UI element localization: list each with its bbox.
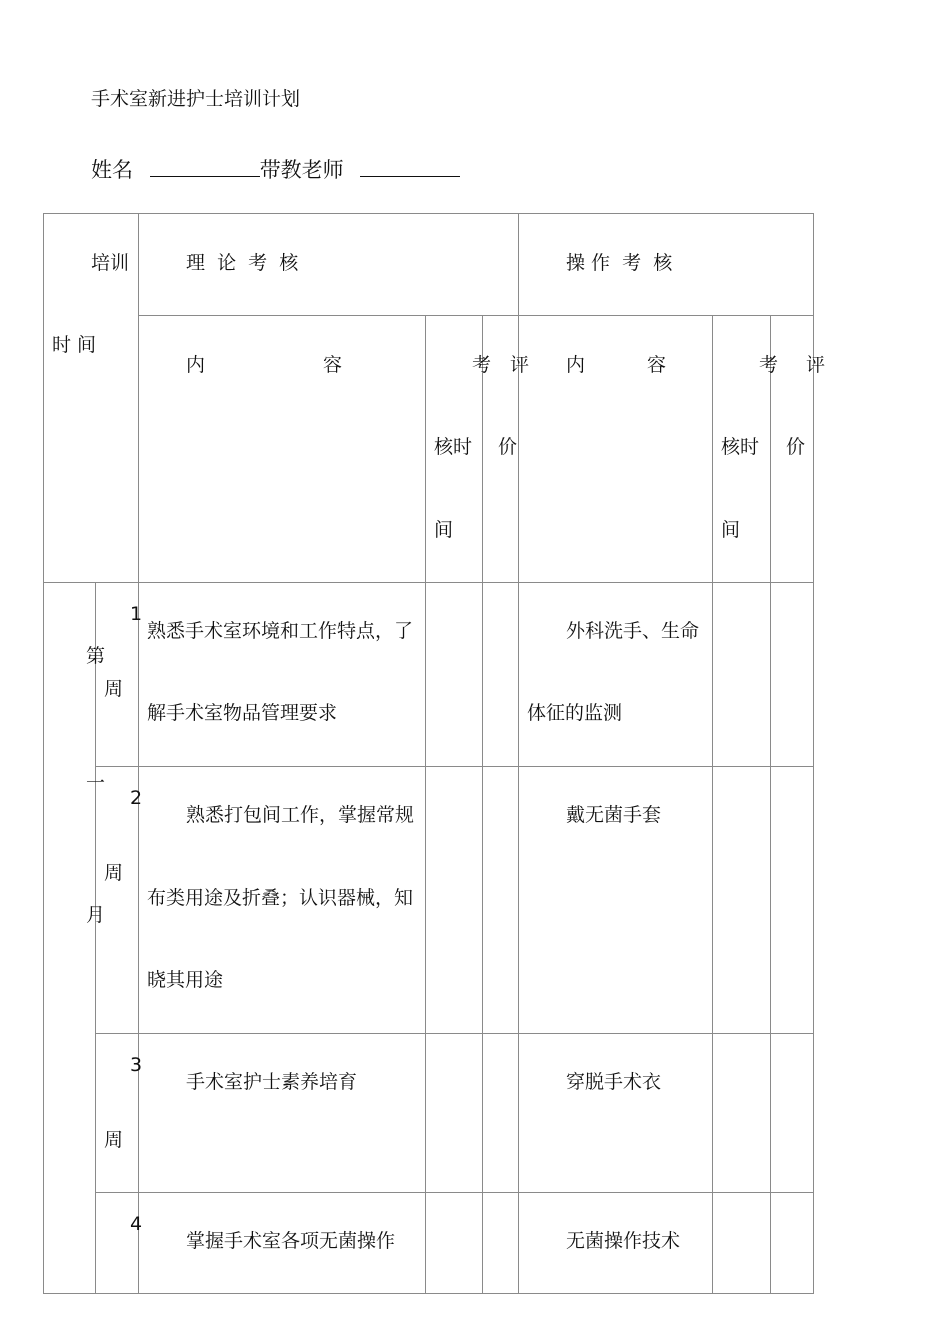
theory-content-line: 解手术室物品管理要求 bbox=[147, 702, 338, 724]
week-number: 1 bbox=[130, 603, 143, 625]
practice-content-line: 穿脱手术衣 bbox=[566, 1071, 662, 1093]
teacher-label: 带教老师 bbox=[259, 158, 344, 182]
name-teacher-line bbox=[91, 154, 460, 184]
grid-line bbox=[712, 315, 713, 1294]
practice-content-line: 无菌操作技术 bbox=[566, 1230, 681, 1252]
theory-content-header-b: 容 bbox=[323, 354, 343, 376]
practice-content-header-a: 内 bbox=[566, 354, 586, 376]
week-label: 周 bbox=[104, 862, 124, 884]
practice-jian-label: 间 bbox=[721, 519, 741, 541]
theory-content-line: 手术室护士素养培育 bbox=[186, 1071, 358, 1093]
theory-header: 理 论 考 核 bbox=[186, 252, 299, 274]
theory-jia-label: 价 bbox=[498, 436, 518, 458]
practice-header: 操 作 考 核 bbox=[566, 252, 673, 274]
week-label: 周 bbox=[104, 678, 124, 700]
theory-ping-label: 评 bbox=[510, 354, 530, 376]
teacher-blank[interactable] bbox=[360, 154, 460, 177]
week-number: 3 bbox=[130, 1054, 143, 1076]
theory-jian-label: 间 bbox=[434, 519, 454, 541]
grid-line bbox=[43, 213, 44, 1294]
practice-content-line: 体征的监测 bbox=[527, 702, 623, 724]
theory-content-line: 布类用途及折叠；认识器械，知 bbox=[147, 887, 414, 909]
theory-content-header-a: 内 bbox=[186, 354, 206, 376]
grid-line bbox=[43, 582, 814, 583]
grid-line bbox=[425, 315, 426, 1294]
month-label-c: 月 bbox=[86, 904, 106, 926]
name-blank[interactable] bbox=[150, 154, 260, 177]
grid-line bbox=[95, 1033, 814, 1034]
grid-line bbox=[43, 1293, 814, 1294]
practice-ping-label: 评 bbox=[806, 354, 826, 376]
grid-line bbox=[138, 213, 139, 1294]
corner-label-top: 培训 bbox=[91, 252, 130, 274]
grid-line bbox=[43, 213, 814, 214]
practice-kao-label: 考 bbox=[759, 354, 779, 376]
week-number: 2 bbox=[130, 787, 143, 809]
theory-content-line: 熟悉手术室环境和工作特点，了 bbox=[147, 620, 414, 642]
grid-line bbox=[770, 315, 771, 1294]
month-label-a: 第 bbox=[86, 645, 106, 667]
week-number: 4 bbox=[130, 1213, 143, 1235]
corner-label-bottom: 时 间 bbox=[52, 334, 97, 356]
grid-line bbox=[482, 315, 483, 1294]
document-title: 手术室新进护士培训计划 bbox=[91, 88, 301, 110]
grid-line bbox=[95, 1192, 814, 1193]
name-label: 姓名 bbox=[91, 158, 133, 182]
theory-heshi-label: 核时 bbox=[434, 436, 473, 458]
practice-content-line: 戴无菌手套 bbox=[566, 804, 662, 826]
grid-line bbox=[95, 582, 96, 1294]
month-label-b: 一 bbox=[86, 772, 106, 794]
theory-kao-label: 考 bbox=[472, 354, 492, 376]
theory-content-line: 晓其用途 bbox=[147, 969, 224, 991]
practice-content-line: 外科洗手、生命 bbox=[566, 620, 700, 642]
week-label: 周 bbox=[104, 1129, 124, 1151]
theory-content-line: 熟悉打包间工作，掌握常规 bbox=[186, 804, 415, 826]
practice-heshi-label: 核时 bbox=[721, 436, 760, 458]
theory-content-line: 掌握手术室各项无菌操作 bbox=[186, 1230, 396, 1252]
grid-line bbox=[95, 766, 814, 767]
practice-content-header-b: 容 bbox=[647, 354, 667, 376]
practice-jia-label: 价 bbox=[786, 436, 806, 458]
